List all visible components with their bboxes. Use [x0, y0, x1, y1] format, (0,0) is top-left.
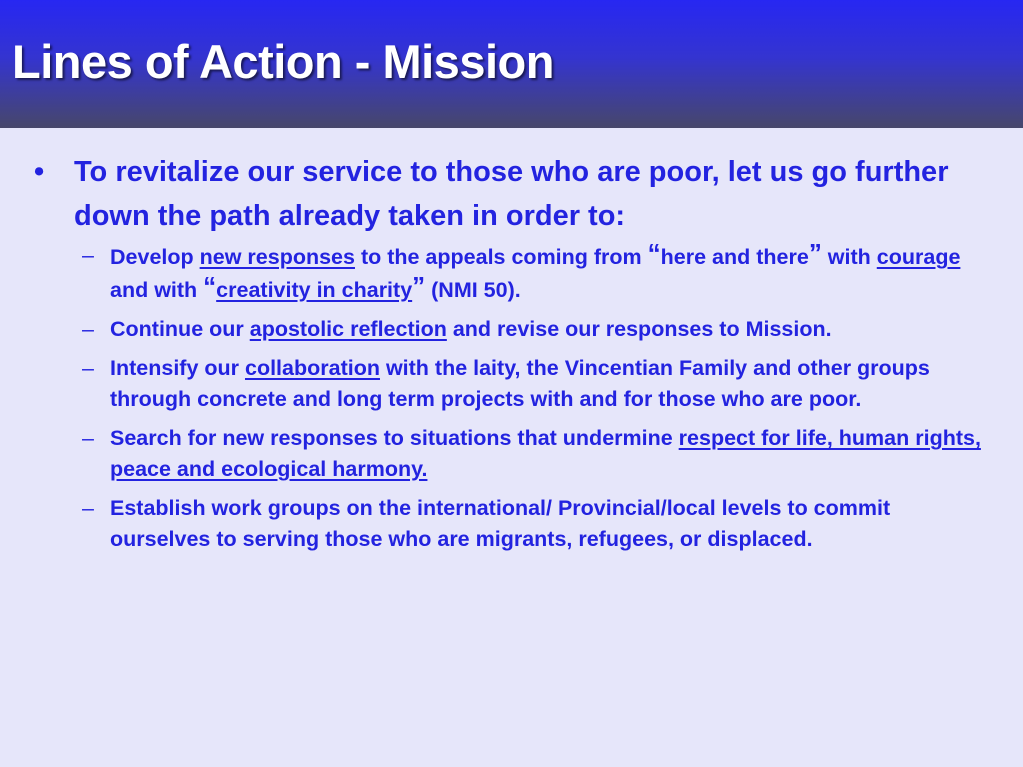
bullet-icon: • [34, 156, 45, 188]
sub-bullet-text [110, 423, 992, 485]
text-run: Establish work groups on the international/ Provincial/local levels to commit ourselves to serving those who are migrants, refugees, or displaced. [110, 496, 891, 551]
text-run: and revise our responses to Mission. [446, 317, 832, 341]
sub-bullet-text [110, 353, 992, 415]
text-run: with the laity, the Vincentian Family and other groups through concrete and long term projects with and for those who are poor. [110, 356, 930, 411]
sub-bullet-item [82, 314, 992, 345]
text-run: and with [110, 278, 204, 302]
slide-body [0, 128, 1023, 767]
underlined-phrase: respect for life, human rights, peace and ecological harmony. [110, 426, 981, 481]
sub-bullet-text [110, 240, 992, 306]
sub-bullet-item [82, 493, 992, 555]
text-run: Search for new responses to situations that undermine [110, 426, 679, 450]
slide-title: Lines of Action - Mission [12, 35, 554, 88]
dash-icon: – [82, 496, 94, 520]
text-run: with [821, 245, 877, 269]
sub-bullet-list [82, 240, 992, 563]
underlined-phrase: collaboration [244, 356, 380, 380]
sub-bullet-item [82, 240, 992, 306]
dash-icon: – [82, 243, 94, 267]
text-run: to the appeals coming from [354, 245, 648, 269]
underlined-phrase: new responses [199, 245, 355, 269]
open-quote: “ [647, 238, 661, 268]
dash-icon: – [82, 356, 94, 380]
dash-icon: – [82, 317, 94, 341]
sub-bullet-item [82, 423, 992, 485]
underlined-phrase: courage [876, 245, 961, 269]
close-quote: ” [412, 271, 426, 301]
close-quote: ” [808, 238, 822, 268]
text-run: here and there [660, 245, 809, 269]
main-bullet [34, 150, 984, 238]
sub-bullet-text [110, 314, 992, 345]
main-bullet-text: To revitalize our service to those who are poor, let us go further down the path already taken in order to: [74, 156, 949, 232]
text-run: (NMI 50). [425, 278, 521, 302]
text-run: Continue our [110, 317, 250, 341]
text-run: Develop [110, 245, 200, 269]
sub-bullet-text [110, 493, 992, 555]
title-bar [0, 0, 1023, 128]
underlined-phrase: apostolic reflection [249, 317, 447, 341]
text-run: Intensify our [110, 356, 245, 380]
open-quote: “ [203, 271, 217, 301]
sub-bullet-item [82, 353, 992, 415]
dash-icon: – [82, 426, 94, 450]
underlined-phrase: creativity in charity [216, 278, 413, 302]
